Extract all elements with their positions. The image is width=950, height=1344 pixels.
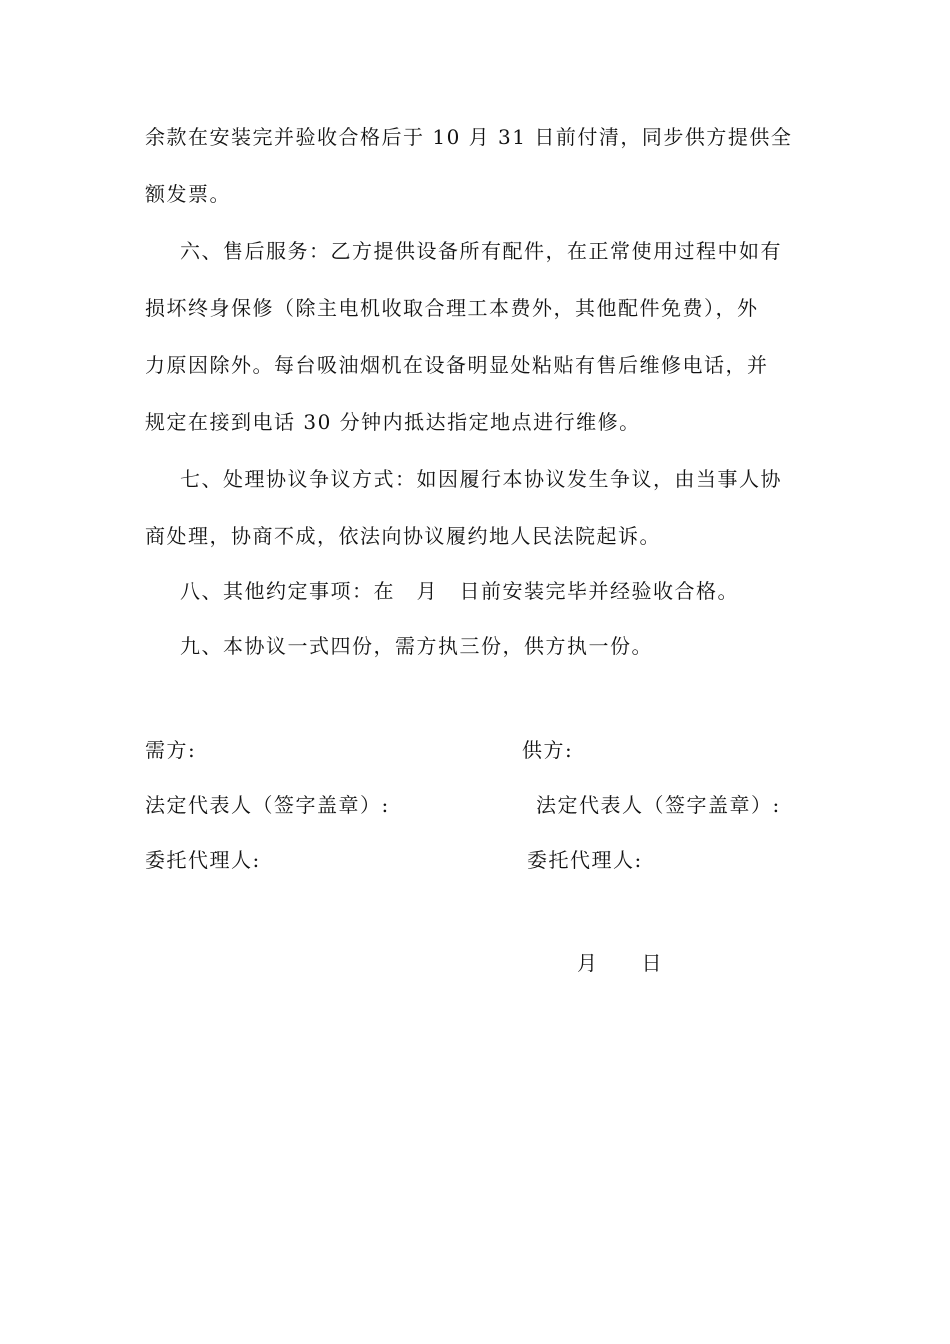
payment-text-line-2: 额发票。 (145, 182, 231, 206)
dispute-line-1: 七、处理协议争议方式：如因履行本协议发生争议，由当事人协 (180, 467, 782, 491)
after-sales-line-4: 规定在接到电话 30 分钟内抵达指定地点进行维修。 (145, 410, 641, 434)
date-line: 月 日 (577, 951, 663, 975)
payment-text-line-1: 余款在安装完并验收合格后于 10 月 31 日前付清，同步供方提供全 (145, 125, 793, 149)
buyer-legal-rep-label: 法定代表人（签字盖章）: (145, 793, 390, 817)
buyer-agent-label: 委托代理人: (145, 848, 261, 872)
other-terms-line: 八、其他约定事项：在 月 日前安装完毕并经验收合格。 (180, 579, 739, 603)
dispute-line-2: 商处理，协商不成，依法向协议履约地人民法院起诉。 (145, 524, 661, 548)
supplier-agent-label: 委托代理人: (527, 848, 643, 872)
supplier-legal-rep-label: 法定代表人（签字盖章）: (536, 793, 781, 817)
buyer-party-label: 需方: (145, 738, 197, 762)
after-sales-line-3: 力原因除外。每台吸油烟机在设备明显处粘贴有售后维修电话，并 (145, 353, 769, 377)
copies-line: 九、本协议一式四份，需方执三份，供方执一份。 (180, 634, 653, 658)
after-sales-line-1: 六、售后服务：乙方提供设备所有配件，在正常使用过程中如有 (180, 239, 782, 263)
after-sales-line-2: 损坏终身保修（除主电机收取合理工本费外，其他配件免费），外 (145, 296, 759, 320)
supplier-party-label: 供方: (522, 738, 574, 762)
